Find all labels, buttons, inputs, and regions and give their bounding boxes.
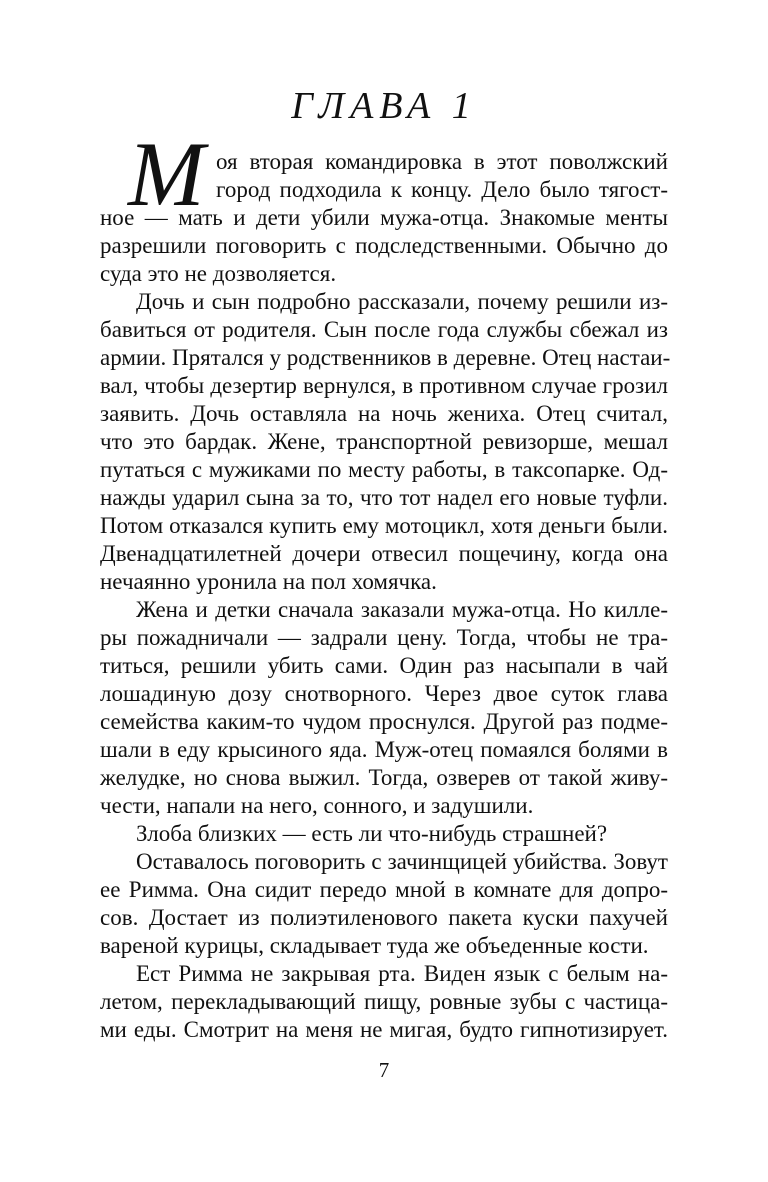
text-line: ее Римма. Она сидит передо мной в комнате для допро- bbox=[100, 877, 668, 902]
text-line: шали в еду крысиного яда. Муж-отец помаялся болями в bbox=[100, 737, 668, 762]
text-line: титься, решили убить сами. Один раз насыпали в чай bbox=[100, 653, 668, 678]
text-line: армии. Прятался у родственников в деревне. Отец настаи- bbox=[100, 345, 671, 370]
text-line: семейства каким-то чудом проснулся. Другой раз подме- bbox=[100, 709, 668, 734]
text-line: сов. Достает из полиэтиленового пакета куски пахучей bbox=[100, 905, 668, 930]
text-line: нажды ударил сына за то, что тот надел его новые туфли. bbox=[100, 485, 668, 510]
text-line: Дочь и сын подробно рассказали, почему решили из- bbox=[136, 289, 668, 314]
text-line: разрешили поговорить с подследственными. Обычно до bbox=[100, 233, 668, 258]
text-line: желудке, но снова выжил. Тогда, озверев от такой живу- bbox=[100, 765, 668, 790]
text-line: Оставалось поговорить с зачинщицей убийства. Зовут bbox=[136, 849, 668, 874]
text-line: Жена и детки сначала заказали мужа-отца. Но килле- bbox=[136, 597, 668, 622]
drop-cap-letter: М bbox=[128, 123, 205, 225]
text-line: что это бардак. Жене, транспортной ревизорше, мешал bbox=[100, 429, 668, 454]
text-line: ное — мать и дети убили мужа-отца. Знакомые менты bbox=[100, 205, 668, 230]
text-line: Потом отказался купить ему мотоцикл, хотя деньги были. bbox=[100, 513, 668, 538]
text-line: чести, напали на него, сонного, и задушили. bbox=[100, 793, 534, 818]
text-line: заявить. Дочь оставляла на ночь жениха. Отец считал, bbox=[100, 401, 668, 426]
text-line: ми еды. Смотрит на меня не мигая, будто гипнотизирует. bbox=[100, 1017, 668, 1042]
text-line: суда это не дозволяется. bbox=[100, 261, 337, 286]
text-line: вал, чтобы дезертир вернулся, в противном случае грозил bbox=[100, 373, 668, 398]
text-line: лошадиную дозу снотворного. Через двое суток глава bbox=[100, 681, 668, 706]
text-line: вареной курицы, складывает туда же объеденные кости. bbox=[100, 933, 649, 958]
text-line: нечаянно уронила на пол хомячка. bbox=[100, 569, 437, 594]
text-line: бавиться от родителя. Сын после года службы сбежал из bbox=[100, 317, 668, 342]
text-line: летом, перекладывающий пищу, ровные зубы с частица- bbox=[100, 989, 668, 1014]
text-line: Двенадцатилетней дочери отвесил пощечину, когда она bbox=[100, 541, 668, 566]
chapter-title: ГЛАВА 1 bbox=[291, 85, 477, 127]
text-line: Ест Римма не закрывая рта. Виден язык с белым на- bbox=[136, 961, 668, 986]
text-line: Злоба близких — есть ли что-нибудь страшней? bbox=[136, 821, 608, 846]
text-line: ры пожадничали — задрали цену. Тогда, чтобы не тра- bbox=[100, 625, 668, 650]
text-line: город подходила к концу. Дело было тягост- bbox=[216, 177, 668, 202]
page-number: 7 bbox=[378, 1058, 390, 1082]
text-line: путаться с мужиками по месту работы, в таксопарке. Од- bbox=[100, 457, 668, 482]
text-line: оя вторая командировка в этот поволжский bbox=[216, 149, 668, 174]
